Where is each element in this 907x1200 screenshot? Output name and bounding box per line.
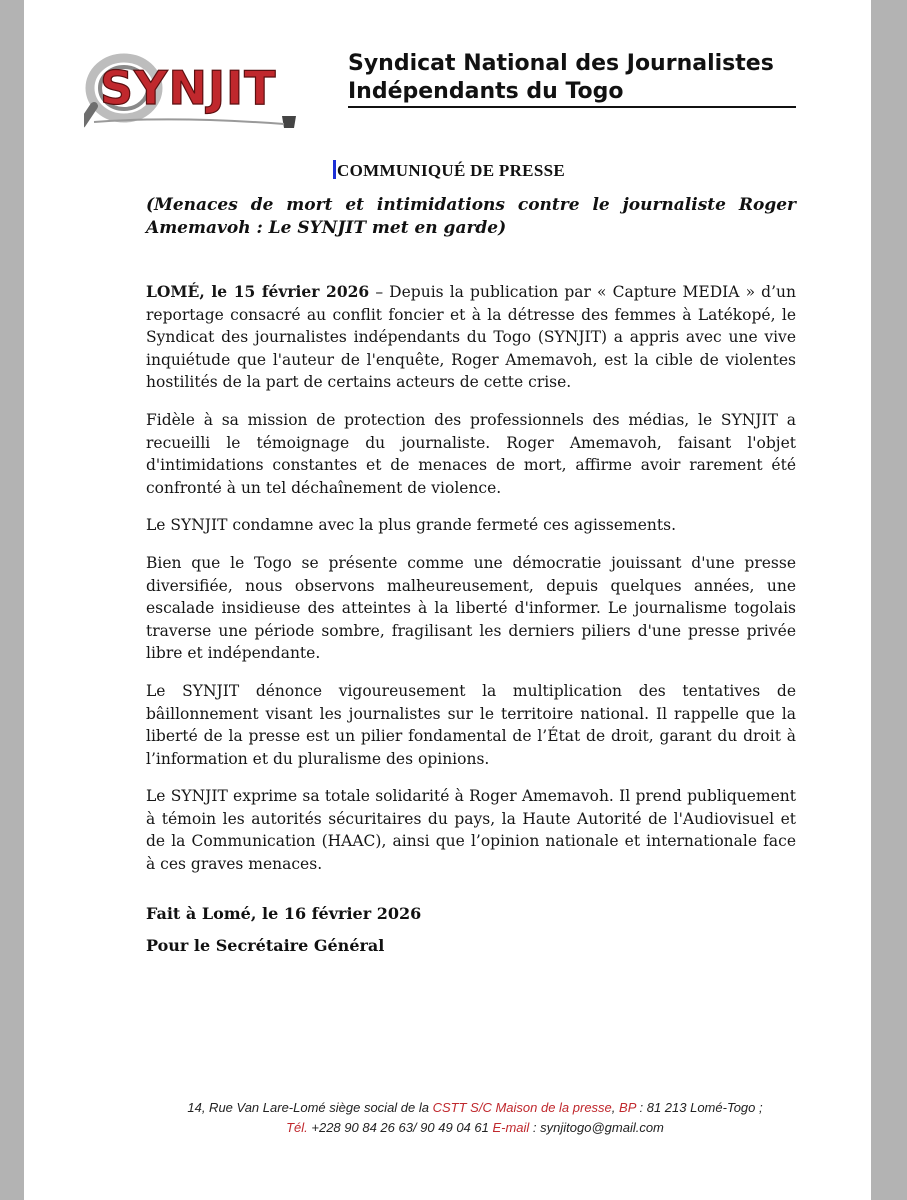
org-name-line-2: Indépendants du Togo [348,79,624,104]
footer-tel-value: +228 90 84 26 63/ 90 49 04 61 [307,1120,493,1135]
footer-bp-label: BP [619,1100,636,1115]
paragraph-5: Le SYNJIT dénonce vigoureusement la multiplication des tentatives de bâillonnement visant les journalistes sur le territoire national. Il rappelle que la liberté de la presse est un pilier fondamental de l’État de droit, garant du droit à l’information et du pluralisme des opinions. [146,681,796,768]
signoff-block [146,898,421,962]
footer-contacts [120,1118,830,1138]
press-release-subtitle: (Menaces de mort et intimidations contre le journaliste Roger Amemavoh : Le SYNJIT met en garde) [146,195,796,238]
footer-email-value: : synjitogo@gmail.com [529,1120,664,1135]
synjit-logo [84,46,326,130]
paragraph-6: Le SYNJIT exprime sa totale solidarité à Roger Amemavoh. Il prend publiquement à témoin les autorités sécuritaires du pays, la Haute Autorité de l'Audiovisuel et de la Communication (HAAC), ainsi que l’opinion nationale et internationale face à ces graves menaces. [146,787,796,874]
press-release-title [333,160,565,181]
footer-bp-value: : 81 213 Lomé-Togo ; [635,1100,763,1115]
footer-address [120,1098,830,1118]
footer-email-label: E-mail [492,1120,530,1135]
footer-address-text: 14, Rue Van Lare-Lomé siège social de la [187,1100,433,1115]
press-release-title-text: COMMUNIQUÉ DE PRESSE [337,161,565,180]
paragraph-3: Le SYNJIT condamne avec la plus grande fermeté ces agissements. [146,516,676,535]
text-cursor [333,160,336,179]
organization-name [348,50,798,106]
paragraph-4: Bien que le Togo se présente comme une démocratie jouissant d'une presse diversifiée, nous observons malheureusement, depuis quelques années, une escalade insidieuse des atteintes à la liberté d'informer. Le journalisme togolais traverse une période sombre, fragilisant les derniers piliers d'une presse privée libre et indépendante. [146,553,796,663]
document-body [146,281,796,891]
paragraph-1 [146,281,796,394]
paragraph-1-text: – Depuis la publication par « Capture MEDIA » d’un reportage consacré au conflit foncier et à la détresse des femmes à Latékopé, le Syndicat des journalistes indépendants du Togo (SYNJIT) a appris avec une vive inquiétude que l'auteur de l'enquête, Roger Amemavoh, est la cible de violentes hostilités de la part de certains acteurs de cette crise. [146,283,796,392]
viewer-right-margin [871,0,907,1200]
footer-separator: , [611,1100,620,1115]
footer-contact [120,1098,830,1138]
logo-text: SYNJIT [100,61,277,115]
footer-address-highlight: CSTT S/C Maison de la presse [432,1100,612,1115]
paragraph-2: Fidèle à sa mission de protection des professionnels des médias, le SYNJIT a recueilli le témoignage du journaliste. Roger Amemavoh, faisant l'objet d'intimidations constantes et de menaces de mort, affirme avoir rarement été confronté à un tel déchaînement de violence. [146,410,796,497]
org-name-line-1: Syndicat National des Journalistes [348,51,774,76]
footer-tel-label: Tél. [286,1120,308,1135]
dateline: LOMÉ, le 15 février 2026 [146,282,370,301]
header-rule [348,106,796,108]
signoff-place-date: Fait à Lomé, le 16 février 2026 [146,904,422,923]
signoff-role: Pour le Secrétaire Général [146,936,385,955]
viewer-left-margin [0,0,24,1200]
